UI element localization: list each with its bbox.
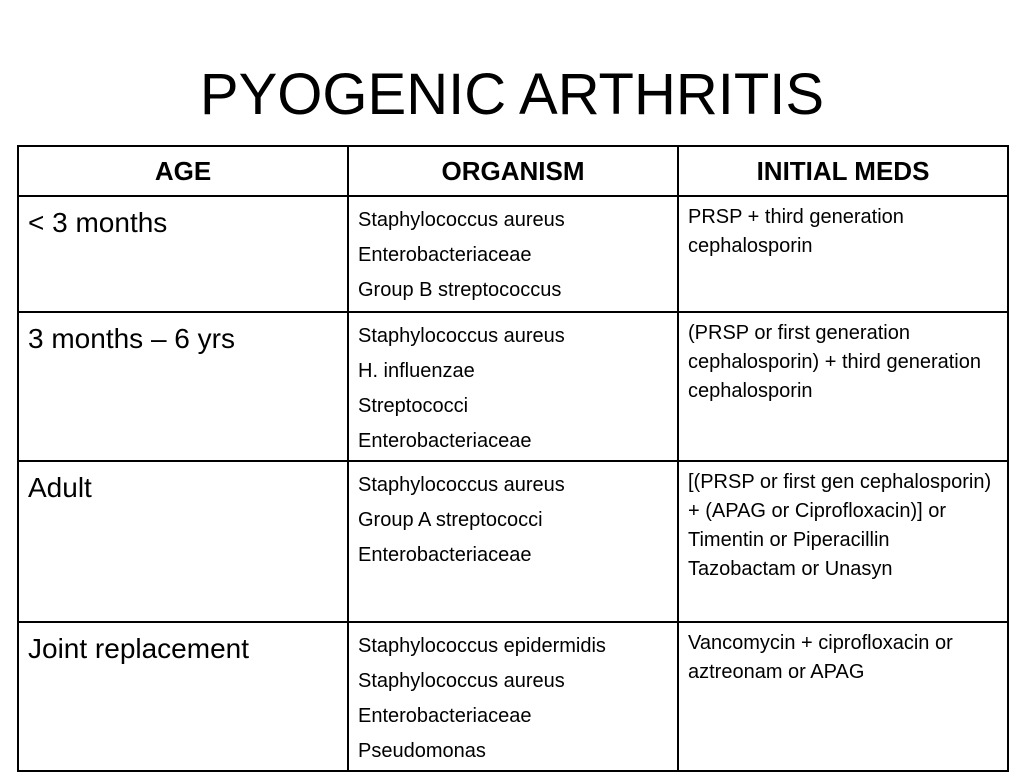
table-row [18,196,1008,312]
slide-title: PYOGENIC ARTHRITIS [199,62,825,127]
organism-cell [348,622,678,771]
organism-item: Staphylococcus epidermidis [358,635,606,657]
header-organism: ORGANISM [348,146,678,196]
table-row [18,461,1008,622]
pyogenic-arthritis-table [17,145,1009,772]
organism-item: Group B streptococcus [358,279,562,301]
header-age: AGE [18,146,348,196]
meds-cell: (PRSP or first generation cephalosporin) + third generation cephalosporin [678,312,1008,461]
organism-item: Group A streptococci [358,509,543,531]
meds-cell: Vancomycin + ciprofloxacin or aztreonam or APAG [678,622,1008,771]
organism-item: H. influenzae [358,360,475,382]
organism-cell [348,196,678,312]
table-row [18,312,1008,461]
organism-cell [348,312,678,461]
organism-item: Staphylococcus aureus [358,474,565,496]
age-cell: 3 months – 6 yrs [18,312,348,461]
organism-item: Enterobacteriaceae [358,544,532,566]
age-cell: Joint replacement [18,622,348,771]
age-cell: < 3 months [18,196,348,312]
organism-item: Enterobacteriaceae [358,244,532,266]
meds-cell: [(PRSP or first gen cephalosporin) + (APAG or Ciprofloxacin)] or Timentin or Piperacillin Tazobactam or Unasyn [678,461,1008,622]
organism-item: Staphylococcus aureus [358,209,565,231]
meds-cell: PRSP + third generation cephalosporin [678,196,1008,312]
organism-item: Streptococci [358,395,469,417]
organism-item: Staphylococcus aureus [358,325,565,347]
header-initial-meds: INITIAL MEDS [678,146,1008,196]
organism-item: Enterobacteriaceae [358,430,532,452]
table-row [18,622,1008,771]
table-header-row [18,146,1008,196]
organism-item: Pseudomonas [358,740,486,762]
organism-cell [348,461,678,622]
organism-item: Enterobacteriaceae [358,705,532,727]
organism-item: Staphylococcus aureus [358,670,565,692]
age-cell: Adult [18,461,348,622]
